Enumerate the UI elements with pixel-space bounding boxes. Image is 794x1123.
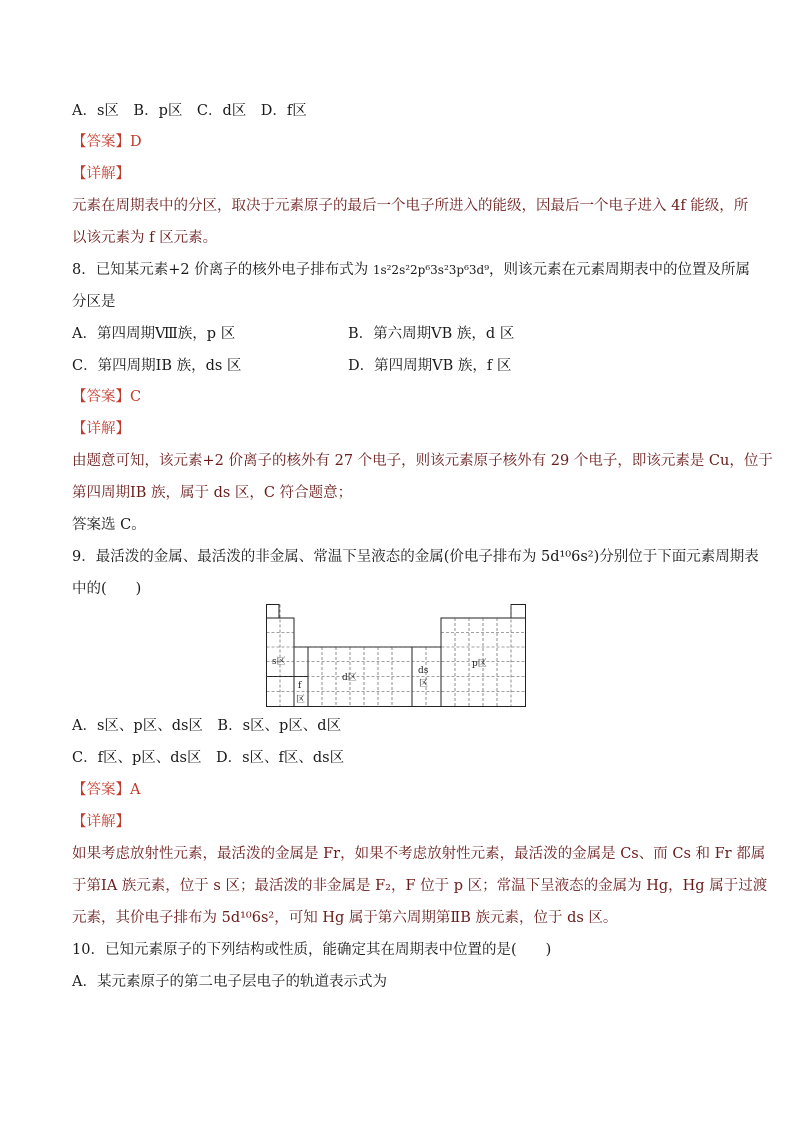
q9-explanation-3: 元素，其价电子排布为 5d¹⁰6s²，可知 Hg 属于第六周期第ⅡB 族元素，位于 ds 区。 — [72, 910, 618, 926]
p-block-label: p区 — [472, 659, 487, 669]
q8-electron-config: 1s²2s²2p⁶3s²3p⁶3d⁹ — [372, 263, 490, 277]
q7-options: A．s区 B．p区 C．d区 D．f区 — [72, 103, 307, 119]
q8-stem-pre: 8．已知某元素+2 价离子的核外电子排布式为 — [72, 262, 373, 278]
q10-option-a: A．某元素原子的第二电子层电子的轨道表示式为 — [72, 974, 387, 990]
answer-value: D — [130, 134, 142, 150]
q8-explanation-2: 第四周期ⅠB 族，属于 ds 区，C 符合题意； — [72, 485, 353, 501]
answer-value: C — [130, 389, 142, 405]
q9-detail-label: 【详解】 — [72, 814, 130, 830]
q9-options-cd: C．f区、p区、ds区 D．s区、f区、ds区 — [72, 750, 345, 766]
q9-stem-2: 中的( ) — [72, 581, 142, 597]
q7-answer-line — [72, 132, 142, 152]
q8-option-c: C．第四周期ⅠB 族，ds 区 — [72, 358, 242, 374]
d-block-label: d区 — [342, 673, 357, 683]
q7-detail-label: 【详解】 — [72, 166, 130, 182]
q9-answer-line — [72, 780, 140, 800]
q8-answer-line — [72, 387, 141, 407]
q8-option-d: D．第四周期ⅤB 族，f 区 — [348, 358, 512, 374]
q8-stem-1 — [72, 260, 750, 280]
ds-block-label-top: ds — [418, 666, 429, 676]
q8-option-a: A．第四周期Ⅷ族，p 区 — [72, 326, 236, 342]
ds-block-label-bottom: 区 — [419, 679, 429, 689]
q8-detail-label: 【详解】 — [72, 421, 130, 437]
s-block-label: s区 — [272, 657, 286, 667]
q8-conclusion: 答案选 C。 — [72, 517, 146, 533]
q7-explanation-1: 元素在周期表中的分区，取决于元素原子的最后一个电子所进入的能级，因最后一个电子进入 4f 能级，所 — [72, 198, 749, 214]
answer-label: 【答案】 — [72, 389, 130, 405]
q7-explanation-2: 以该元素为 f 区元素。 — [72, 230, 218, 246]
q8-stem-post: ，则该元素在元素周期表中的位置及所属 — [489, 262, 751, 278]
q9-stem-1: 9．最活泼的金属、最活泼的非金属、常温下呈液态的金属(价电子排布为 5d¹⁰6s²)分别位于下面元素周期表 — [72, 549, 759, 565]
answer-value: A — [130, 782, 141, 798]
answer-label: 【答案】 — [72, 782, 130, 798]
q10-stem: 10．已知元素原子的下列结构或性质，能确定其在周期表中位置的是( ) — [72, 942, 552, 958]
q9-options-ab: A．s区、p区、ds区 B．s区、p区、d区 — [72, 718, 342, 734]
f-block-label-bottom: 区 — [296, 695, 306, 705]
q9-explanation-2: 于第ⅠA 族元素，位于 s 区；最活泼的非金属是 F₂，F 位于 p 区；常温下呈液态的金属为 Hg，Hg 属于过渡 — [72, 878, 768, 894]
q8-option-b: B．第六周期ⅤB 族，d 区 — [348, 326, 515, 342]
periodic-table-blocks-diagram — [266, 604, 528, 707]
answer-label: 【答案】 — [72, 134, 130, 150]
q8-explanation-1: 由题意可知，该元素+2 价离子的核外有 27 个电子，则该元素原子核外有 29 个电子，即该元素是 Cu，位于 — [72, 453, 773, 469]
f-block-label-top: f — [298, 681, 302, 691]
q8-stem-2: 分区是 — [72, 294, 116, 310]
q9-explanation-1: 如果考虑放射性元素，最活泼的金属是 Fr，如果不考虑放射性元素，最活泼的金属是 Cs、而 Cs 和 Fr 都属 — [72, 846, 766, 862]
